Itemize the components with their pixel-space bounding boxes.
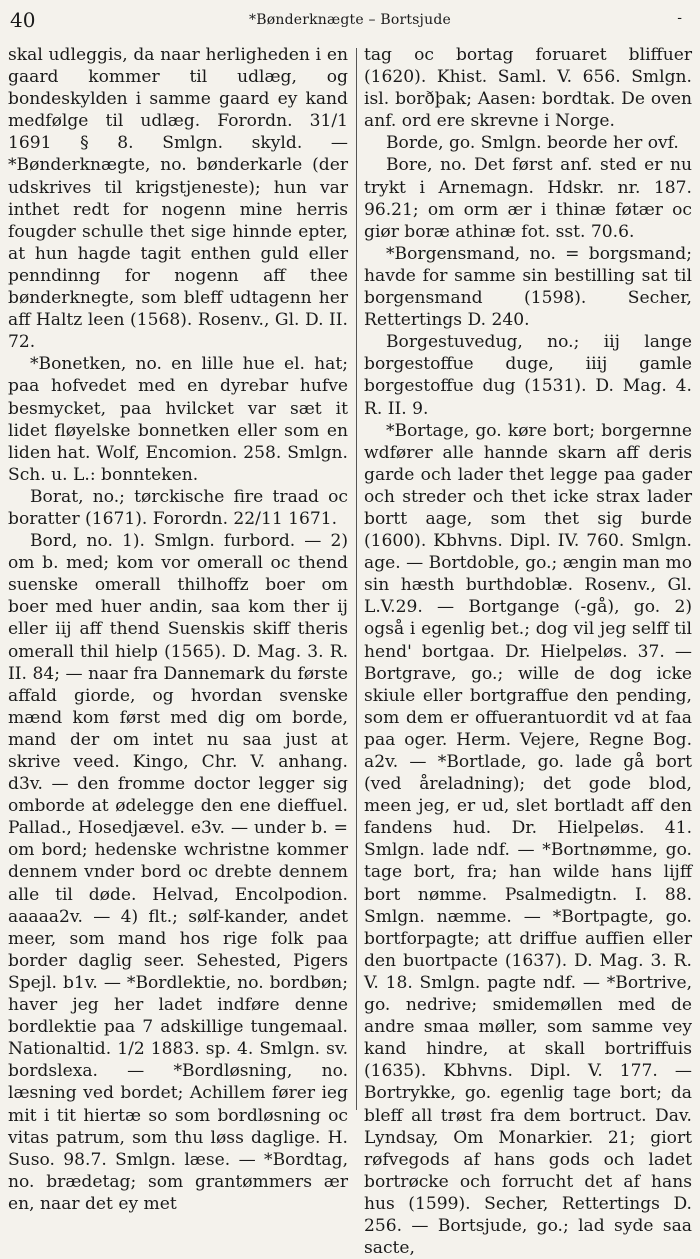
text-columns [8, 44, 692, 1259]
left-paragraph-2: *Bonetken, no. en lille hue el. hat; paa hofvedet med en dyrebar hufve besmycket, paa hvilcket var sæt it lidet fløyelske bonnetken eller som en liden hat. Wolf, Encomion. 258. Smlgn. Sch. u. L.: bonnteken. [8, 354, 348, 485]
right-paragraph-2: Borde, go. Smlgn. beorde her ovf. [386, 133, 679, 154]
column-divider [356, 48, 357, 1110]
right-paragraph-4: *Borgensmand, no. = borgsmand; havde for samme sin bestilling sat til borgensmand (1598). Secher, Rettertings D. 240. [364, 243, 692, 331]
right-paragraph-1: tag oc bortag foruaret bliffuer (1620). Khist. Saml. V. 656. Smlgn. isl. borðþak; Aasen: bordtak. De oven anf. ord ere skrevne i Norge. [364, 45, 692, 132]
left-paragraph-1: skal udleggis, da naar herligheden i en gaard kommer til udlæg, og bondeskylden i samme gaard ey kand medfølge til udlæg. Forordn. 31/1 1691 § 8. Smlgn. skyld. — *Bønderknægte, no. bønderkarle (der udskrives til krigstjeneste); hun var inthet redt for nogenn mine herris fougder schulle thet sige hinnde epter, at hun hagde tagit enthen guld eller penndinng for nogenn aff thee bønderknegte, som bleff udtagenn her aff Haltz leen (1568). Rosenv., Gl. D. II. 72. [8, 45, 348, 353]
page-header [10, 6, 690, 34]
page-number: 40 [10, 8, 36, 32]
header-mark: - [677, 10, 682, 26]
right-paragraph-3: Bore, no. Det først anf. sted er nu trykt i Arnemagn. Hdskr. nr. 187. 96.21; om orm ær i thinæ føtær oc giør boræ athinæ fot. sst. 70.6. [364, 155, 692, 242]
running-head: *Bønderknægte – Bortsjude [249, 12, 451, 28]
left-paragraph-3: Borat, no.; tørckische fire traad oc boratter (1671). Forordn. 22/11 1671. [8, 486, 348, 529]
left-paragraph-4: Bord, no. 1). Smlgn. furbord. — 2) om b. med; kom vor omerall oc thend suenske omerall thilhoffz boer om boer med huer andin, saa kom ther ij eller iij aff thend Suenskis skiff theris omerall thil hielp (1565). D. Mag. 3. R. II. 84; — naar fra Dannemark du første affald giorde, og hvordan svenske mænd kom først med dig om borde, mand der om intet nu saa just at skrive veed. Kingo, Chr. V. anhang. d3v. — den fromme doctor legger sig omborde at ødelegge den ene dieffuel. Pallad., Hosedjævel. e3v. — under b. = om bord; hedenske wchristne kommer dennem vnder bord oc drebte dennem alle til døde. Helvad, Encolpodion. aaaaa2v. — 4) flt.; sølf-kander, andet meer, som mand hos rige folk paa border daglig seer. Sehested, Pigers Spejl. b1v. — *Bordlektie, no. bordbøn; haver jeg her ladet indføre denne bordlektie paa 7 adskillige tungemaal. Nationaltid. 1/2 1883. sp. 4. Smlgn. sv. bordslexa. — *Bordløsning, no. læsning ved bordet; Achillem fører ieg mit i tit hiertæ so som bordløsning oc vitas patrum, som thu løss daglige. H. Suso. 98.7. Smlgn. læse. — *Bordtag, no. brædetag; som grantømmers ær en, naar det ey met [8, 531, 348, 1214]
right-paragraph-6: *Bortage, go. køre bort; borgernne wdfører alle hannde skarn aff deris garde och lader thet legge paa gader och streder och thet icke strax lader bortt aage, som thet sig burde (1600). Kbhvns. Dipl. IV. 760. Smlgn. age. — Bortdoble, go.; ængin man mo sin hæsth burthdoblæ. Rosenv., Gl. L.V.29. — Bortgange (-gå), go. 2) også i egenlig bet.; dog vil jeg selff til hend' bortgaa. Dr. Hielpeløs. 37. — Bortgrave, go.; wille de dog icke skiule eller bortgraffue den pending, som dem er offuerantuordit vd at faa paa oger. Herm. Vejere, Regne Bog. a2v. — *Bortlade, go. lade gå bort (ved åreladning); det gode blod, meen jeg, er ud, slet bortladt aff den fandens hud. Dr. Hielpeløs. 41. Smlgn. lade ndf. — *Bortnømme, go. tage bort, fra; han wilde hans lijff bort nømme. Psalmedigtn. I. 88. Smlgn. næmme. — *Bortpagte, go. bortforpagte; att driffue auffien eller den buortpacte (1637). D. Mag. 3. R. V. 18. Smlgn. pagte ndf. — *Bortrive, go. nedrive; smidemøllen med de andre smaa møller, som samme vey kand hindre, at skall bortriffuis (1635). Kbhvns. Dipl. V. 177. — Bortrykke, go. egenlig tage bort; da bleff all trøst fra dem bortruct. Dav. Lyndsay, Om Monarkier. 21; giort røfvegods af hans gods och ladet bortrøcke och forrucht det af hans hus (1599). Secher, Rettertings D. 256. — Bortsjude, go.; lad syde saa sacte, [364, 420, 692, 1259]
left-column [8, 44, 348, 1214]
right-column [364, 44, 692, 1259]
right-paragraph-5: Borgestuvedug, no.; iij lange borgestoffue duge, iiij gamle borgestoffue dug (1531). D. Mag. 4. R. II. 9. [364, 332, 692, 419]
